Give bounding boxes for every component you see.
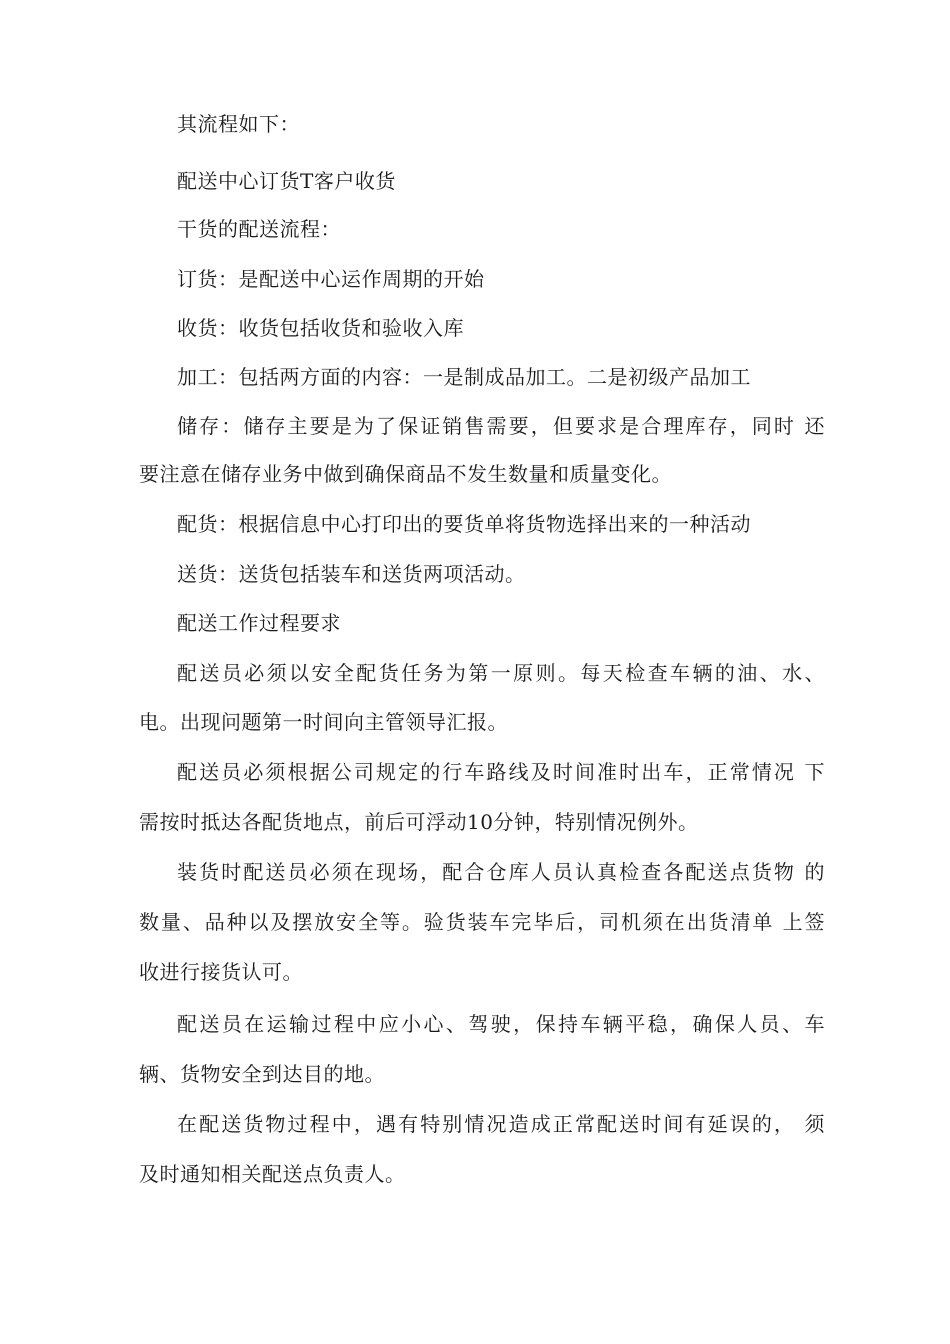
text-line: 电。出现问题第一时间向主管领导汇报。 [139, 710, 508, 734]
text-line: 辆、货物安全到达目的地。 [139, 1062, 385, 1086]
text-line: 需按时抵达各配货地点，前后可浮动10分钟，特别情况例外。 [139, 810, 699, 834]
text-line: 装货时配送员必须在现场，配合仓库人员认真检查各配送点货物 的 [177, 860, 825, 884]
text-line: 收货：收货包括收货和验收入库 [177, 316, 464, 340]
text-line: 干货的配送流程： [177, 217, 341, 241]
text-line: 配货：根据信息中心打印出的要货单将货物选择出来的一种活动 [177, 512, 751, 536]
text-line: 数量、品种以及摆放安全等。验货装车完毕后，司机须在出货清单 上签 [139, 910, 825, 934]
text-line: 配送员必须以安全配货任务为第一原则。每天检查车辆的油、水、 [177, 661, 825, 685]
text-line: 配送员在运输过程中应小心、驾驶，保持车辆平稳，确保人员、车 [177, 1012, 825, 1036]
text-line: 配送中心订货T客户收货 [177, 169, 396, 193]
text-line: 配送工作过程要求 [177, 611, 341, 635]
text-line: 其流程如下： [177, 112, 300, 136]
text-line: 配送员必须根据公司规定的行车路线及时间准时出车，正常情况 下 [177, 760, 825, 784]
text-line: 送货：送货包括装车和送货两项活动。 [177, 562, 526, 586]
text-line: 在配送货物过程中，遇有特别情况造成正常配送时间有延误的， 须 [177, 1112, 825, 1136]
text-line: 及时通知相关配送点负责人。 [139, 1162, 406, 1186]
text-line: 储存：储存主要是为了保证销售需要，但要求是合理库存，同时 还 [177, 414, 825, 438]
text-line: 要注意在储存业务中做到确保商品不发生数量和质量变化。 [139, 462, 672, 486]
text-line: 收进行接货认可。 [139, 960, 303, 984]
text-line: 加工：包括两方面的内容：一是制成品加工。二是初级产品加工 [177, 365, 751, 389]
text-line: 订货：是配送中心运作周期的开始 [177, 267, 485, 291]
